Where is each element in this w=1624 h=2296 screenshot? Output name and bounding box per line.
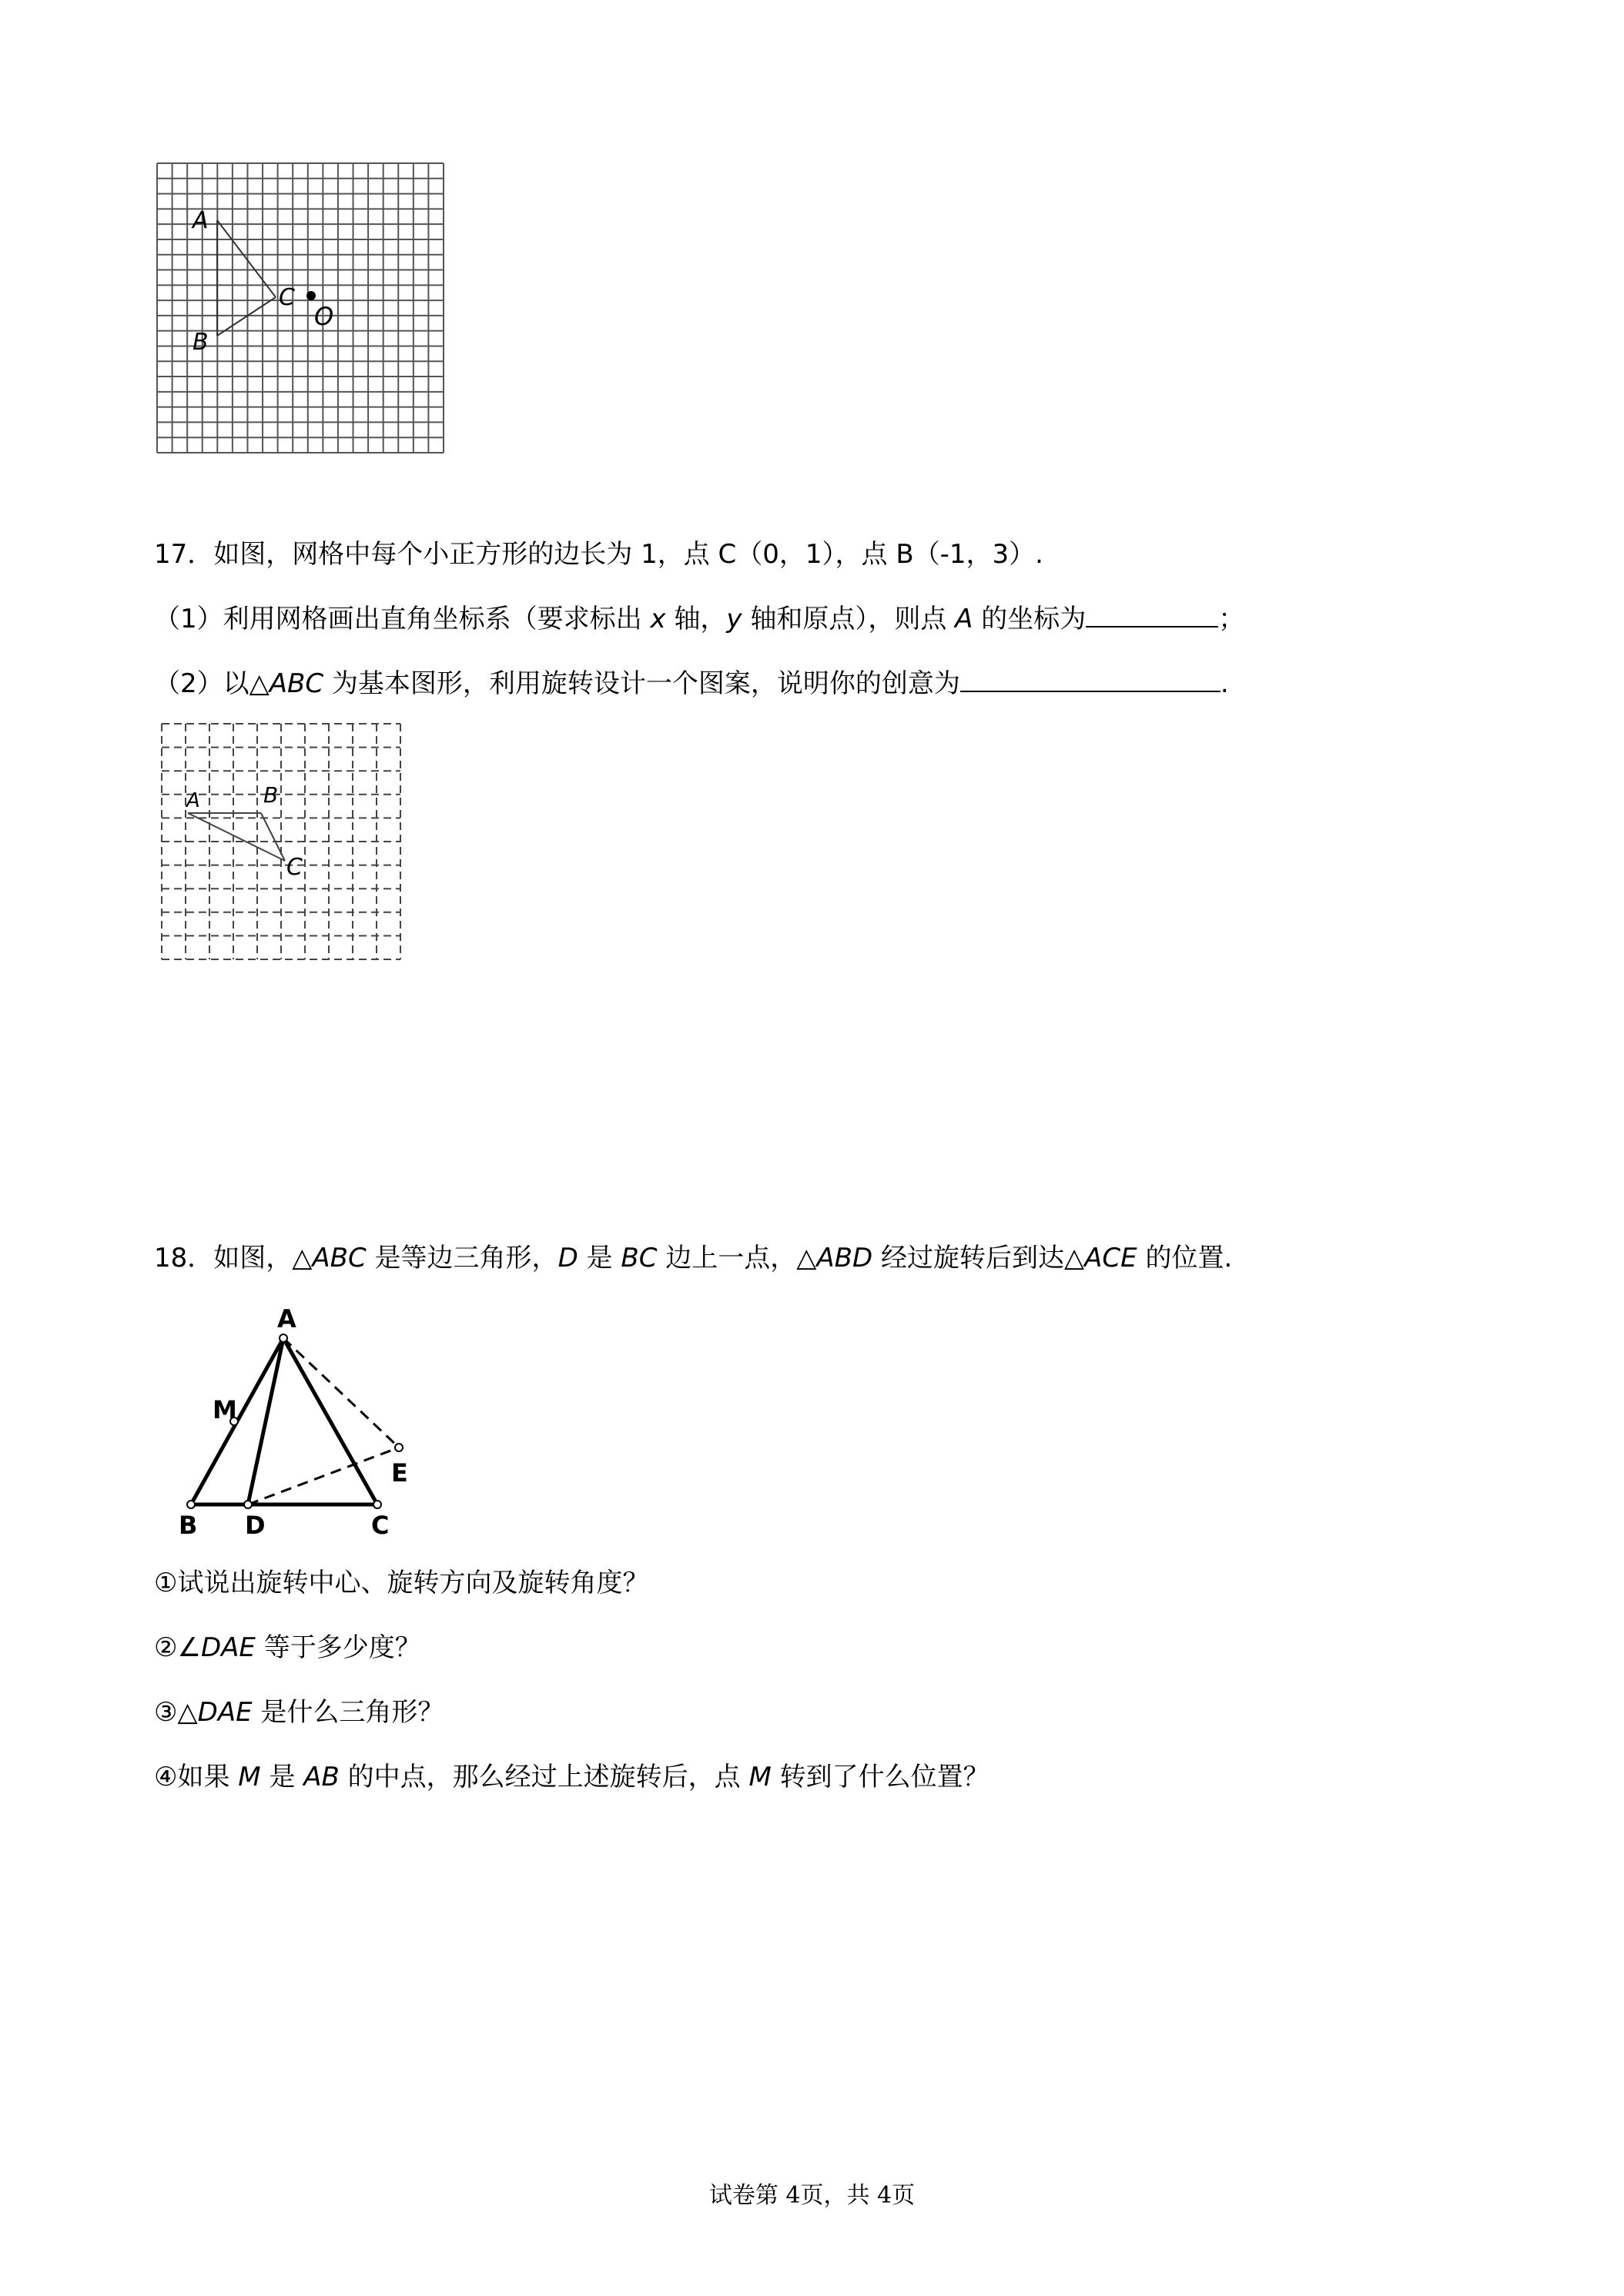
q17-p1-text: 的坐标为: [973, 604, 1087, 634]
q18-text: 边上一点，△: [657, 1243, 817, 1274]
q18-sub3-text: 是什么三角形？: [252, 1697, 444, 1728]
label-b: B: [193, 329, 209, 356]
q17-part1: [154, 602, 1244, 636]
var-abc: ABC: [312, 1243, 367, 1274]
var-m: M: [238, 1762, 261, 1792]
var-x: x: [650, 604, 666, 634]
side-bc: [217, 297, 276, 336]
var-a: A: [955, 604, 973, 634]
label-b: B: [263, 782, 279, 808]
segment-de: [248, 1448, 399, 1504]
label-b: B: [179, 1511, 198, 1540]
page-footer: 试卷第 4页，共 4页: [708, 2182, 916, 2209]
q18-sub4: [154, 1760, 989, 1794]
q18-sub1: ①试说出旋转中心、旋转方向及旋转角度？: [154, 1568, 649, 1598]
q17-p1-end: ；: [1218, 604, 1245, 634]
var-ace: ACE: [1084, 1243, 1137, 1274]
figure-16-grid: [154, 160, 493, 460]
label-e: E: [391, 1458, 408, 1488]
q17-p2-end: .: [1220, 668, 1229, 699]
var-abc: ABC: [269, 668, 324, 699]
var-dae: DAE: [197, 1697, 253, 1728]
segment-ad: [248, 1338, 283, 1504]
point-c: [373, 1501, 381, 1508]
q17-stem-text: 如图，网格中每个小正方形的边长为 1，点 C（0，1），点 B（-1，3）.: [213, 539, 1043, 570]
label-o: O: [314, 302, 334, 331]
point-a: [280, 1334, 287, 1342]
var-dae: DAE: [200, 1632, 256, 1663]
label-c: C: [279, 284, 295, 311]
point-o: [306, 291, 316, 300]
q18-text: 经过旋转后到达△: [872, 1243, 1085, 1274]
var-bc: BC: [621, 1243, 658, 1274]
q17-number: 17．: [154, 539, 214, 570]
q18-text: 如图，△: [213, 1243, 313, 1274]
answer-blank-1[interactable]: [1086, 603, 1218, 628]
side-ac: [188, 813, 285, 861]
q18-text: 是等边三角形，: [366, 1243, 558, 1274]
q18-text: 是: [578, 1243, 621, 1274]
q18-sub2: [154, 1631, 421, 1665]
dashed-grid-lines: [162, 724, 400, 959]
q17-p2-text: 为基本图形，利用旋转设计一个图案，说明你的创意为: [323, 668, 960, 699]
q18-sub4-text: 转到了什么位置？: [771, 1762, 989, 1792]
triangle-abc: [217, 220, 276, 336]
q17-stem: [154, 537, 1043, 571]
label-m: M: [213, 1395, 237, 1424]
var-abd: ABD: [816, 1243, 873, 1274]
q17-p2-text: （2）以△: [154, 668, 270, 699]
q18-sub2-text: 等于多少度？: [255, 1632, 421, 1663]
point-d: [244, 1501, 252, 1508]
var-y: y: [726, 604, 742, 634]
q17-p1-text: 轴，: [665, 604, 727, 634]
q18-sub2-text: ②∠: [154, 1632, 201, 1663]
var-m: M: [748, 1762, 772, 1792]
q17-p1-text: 轴和原点），则点: [742, 604, 956, 634]
label-a: A: [186, 789, 200, 812]
figure-17-grid: [159, 721, 416, 967]
label-d: D: [245, 1511, 266, 1540]
q18-text: 的位置.: [1137, 1243, 1233, 1274]
figure-18-triangle: [165, 1294, 427, 1540]
q18-number: 18．: [154, 1243, 214, 1274]
label-a: A: [277, 1304, 296, 1334]
q18-sub3-text: ③△: [154, 1697, 198, 1728]
q18-sub4-text: 是: [260, 1762, 304, 1792]
q17-p1-text: （1）利用网格画出直角坐标系（要求标出: [154, 604, 651, 634]
q18-sub4-text: ④如果: [154, 1762, 239, 1792]
triangle-abc-17: [188, 813, 285, 861]
q18-sub4-text: 的中点，那么经过上述旋转后，点: [339, 1762, 749, 1792]
label-c: C: [286, 854, 303, 881]
answer-blank-2[interactable]: [960, 668, 1221, 692]
label-a: A: [193, 207, 209, 234]
point-b: [187, 1501, 195, 1508]
q18-stem: [154, 1241, 1232, 1275]
segment-ae: [283, 1338, 399, 1448]
point-e: [395, 1444, 403, 1451]
var-ab: AB: [303, 1762, 340, 1792]
var-d: D: [558, 1243, 578, 1274]
side-ac: [283, 1338, 377, 1504]
q18-sub3: [154, 1695, 444, 1729]
q17-part2: [154, 667, 1229, 701]
label-c: C: [371, 1511, 390, 1540]
